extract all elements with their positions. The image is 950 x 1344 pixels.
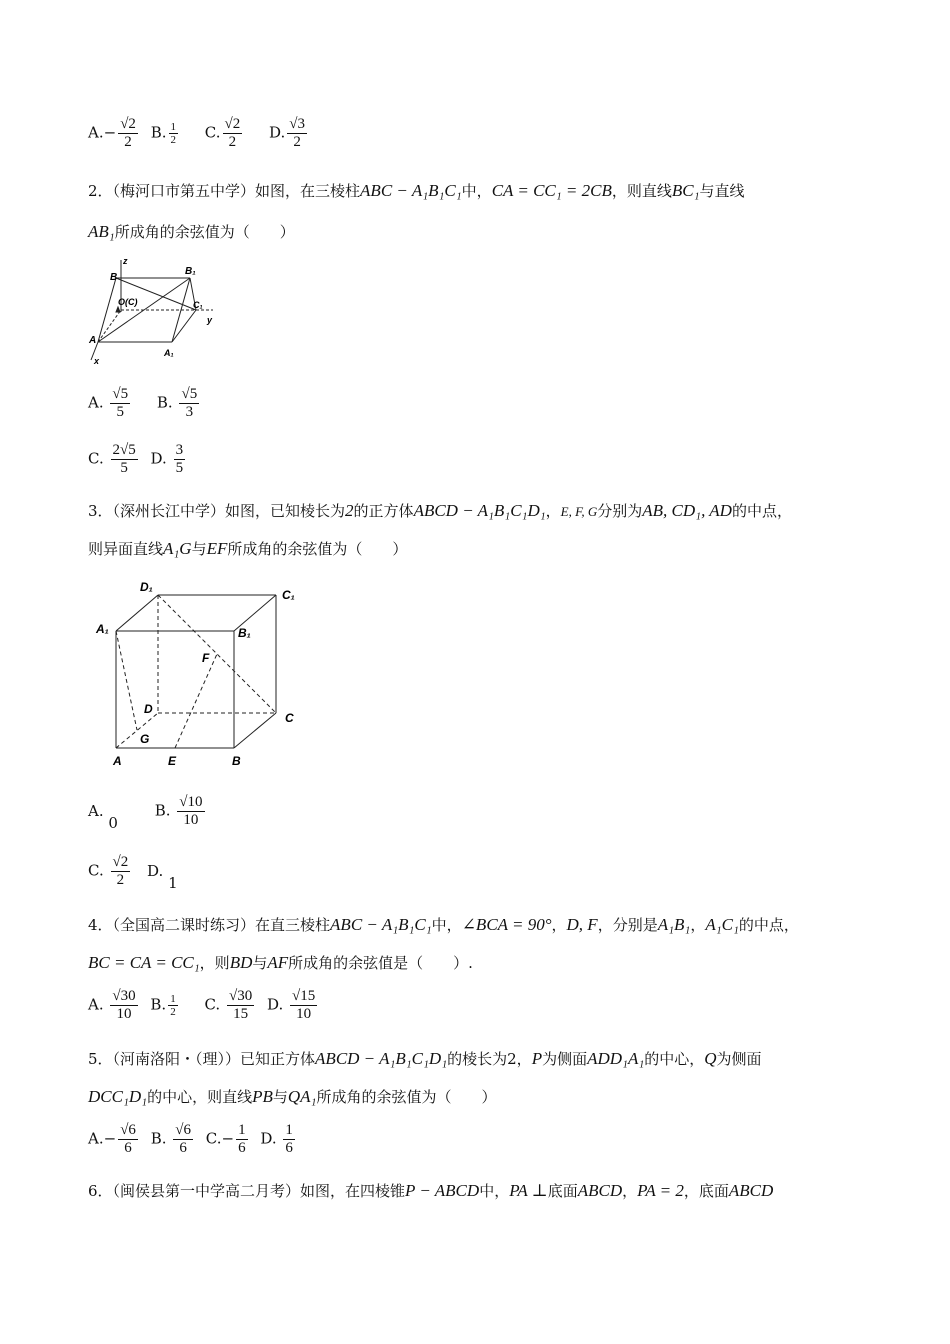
q4-stem-line1: 4．（全国高二课时练习）在直三棱柱ABC − A₁B₁C₁中，∠BCA = 90°，D, F，分别是A₁B₁，A₁C₁的中点， (88, 915, 799, 934)
q5-option-b[interactable]: B. $\frac{√6}{6}$ (150, 1122, 192, 1156)
q2-prism-figure (88, 252, 228, 367)
q3-cube-figure (88, 575, 313, 775)
q3-label-c1: C₁ (282, 588, 295, 602)
q3-option-c[interactable]: C. $\frac{√2}{2}$ (88, 854, 129, 888)
q1-option-a[interactable]: A.− $\frac{√2}{2}$ (88, 116, 136, 150)
q4-option-b[interactable]: B. $\frac{1}{2}$ (150, 993, 176, 1018)
q3-label-g: G (140, 732, 150, 746)
q1-options (88, 116, 315, 151)
q3-label-e: E (168, 754, 177, 768)
q3-option-a[interactable]: A. 0 (88, 801, 118, 832)
q5-stem-line2: DCC₁D₁的中心，则直线PB与QA₁所成角的余弦值为（ ） (88, 1087, 497, 1106)
q5-option-d[interactable]: D. $\frac{1}{6}$ (260, 1122, 293, 1156)
q3-stem-line1: 3．（深州长江中学）如图，已知棱长为2的正方体ABCD − A₁B₁C₁D₁，E, F, G分别为AB, CD₁, AD的中点， (88, 501, 792, 520)
q2-label-a1: A₁ (164, 348, 174, 358)
q1-option-d[interactable]: D. $\frac{√3}{2}$ (269, 116, 306, 150)
q3-label-d1: D₁ (140, 580, 153, 594)
q2-stem-line2: AB₁所成角的余弦值为（ ） (88, 222, 295, 241)
q1-option-b[interactable]: B. $\frac{1}{2}$ (150, 121, 176, 146)
q2-options-row2 (88, 442, 193, 477)
q3-label-b: B (232, 754, 241, 768)
q2-label-c1: C₁ (193, 300, 203, 310)
q4-option-a[interactable]: A. $\frac{√30}{10}$ (88, 988, 136, 1022)
q6-stem-line1: 6．（闽侯县第一中学高二月考）如图，在四棱锥P − ABCD中，PA ⊥底面ABCD，PA = 2，底面ABCD (88, 1181, 774, 1200)
q2-option-a[interactable]: A. $\frac{√5}{5}$ (88, 386, 129, 420)
q2-label-a: A (89, 335, 97, 346)
q2-option-b[interactable]: B. $\frac{√5}{3}$ (156, 386, 198, 420)
q3-option-b[interactable]: B. $\frac{√10}{10}$ (154, 794, 203, 828)
q2-label-x: x (94, 356, 100, 366)
q3-label-a: A (113, 754, 122, 768)
q4-option-d[interactable]: D. $\frac{√15}{10}$ (267, 988, 316, 1022)
q2-label-z: z (123, 256, 128, 266)
q5-stem-line1: 5．（河南洛阳・（理））已知正方体ABCD − A₁B₁C₁D₁的棱长为2，P为侧面ADD₁A₁的中心，Q为侧面 (88, 1049, 762, 1068)
q5-option-c[interactable]: C.− $\frac{1}{6}$ (205, 1122, 246, 1156)
q2-stem-line1: 2．（梅河口市第五中学）如图，在三棱柱ABC − A₁B₁C₁中，CA = CC₁ = 2CB，则直线BC₁与直线 (88, 181, 745, 200)
q3-label-d: D (144, 702, 153, 716)
q4-options (88, 988, 325, 1023)
q2-label-b1: B₁ (185, 266, 196, 277)
q3-label-a1: A₁ (96, 622, 109, 636)
q3-options-row2 (88, 854, 184, 892)
q3-option-d[interactable]: D. 1 (147, 861, 178, 892)
q2-label-b: B (110, 272, 118, 283)
q4-stem-line2: BC = CA = CC₁，则BD与AF所成角的余弦值是（ ）. (88, 953, 473, 972)
q3-label-f: F (202, 651, 210, 665)
q2-label-y: y (207, 315, 213, 325)
q2-option-d[interactable]: D. $\frac{3}{5}$ (150, 442, 184, 476)
q5-options (88, 1122, 303, 1157)
q2-label-o: O(C) (118, 297, 138, 307)
q3-options-row1 (88, 794, 213, 832)
q2-option-c[interactable]: C. $\frac{2√5}{5}$ (88, 442, 136, 476)
q3-label-b1: B₁ (238, 626, 251, 640)
q5-option-a[interactable]: A.− $\frac{√6}{6}$ (88, 1122, 136, 1156)
q3-stem-line2: 则异面直线A₁G与EF所成角的余弦值为（ ） (88, 539, 408, 558)
q2-options-row1 (88, 386, 207, 421)
q4-option-c[interactable]: C. $\frac{√30}{15}$ (204, 988, 253, 1022)
q3-label-c: C (285, 711, 294, 725)
q1-option-c[interactable]: C. $\frac{√2}{2}$ (204, 116, 241, 150)
